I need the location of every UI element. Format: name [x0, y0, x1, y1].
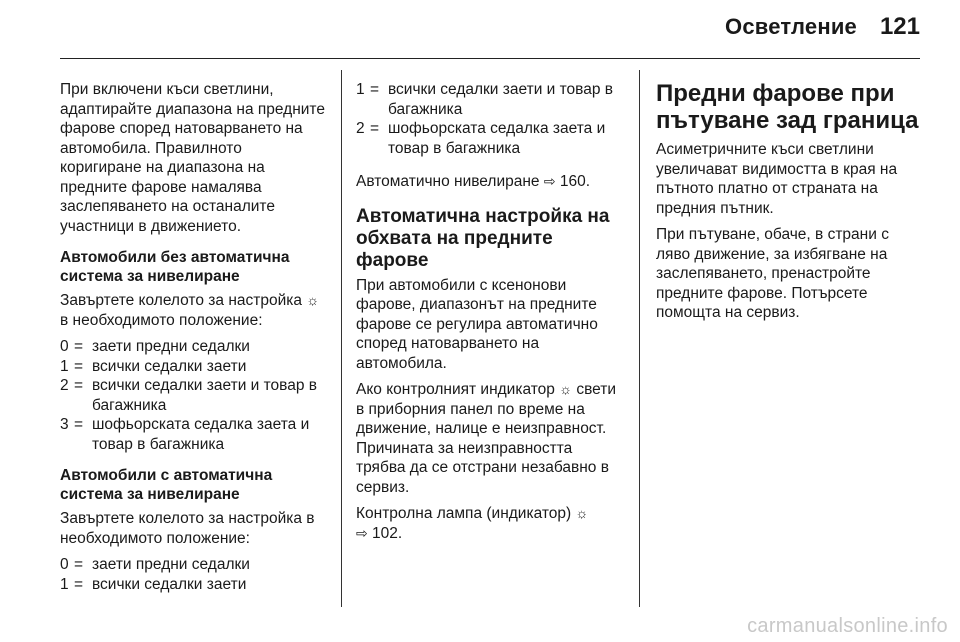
list-item [60, 555, 326, 575]
indicator-text-before: Ако контролният индикатор [356, 381, 555, 398]
list-item-separator: = [370, 120, 380, 137]
auto-leveling-reference [356, 172, 624, 192]
list-item-separator: = [74, 416, 84, 433]
xenon-paragraph: При автомобили с ксенонови фарове, диапазонът на предните фарове се регулира автоматично според натоварването на автомобила. [356, 276, 598, 372]
column-divider-2 [639, 70, 640, 607]
list-item [356, 119, 624, 158]
page-ref-arrow-icon[interactable]: ⇨ [543, 173, 556, 189]
list-item-number: 2 [60, 377, 69, 394]
list-item-number: 2 [356, 120, 365, 137]
list-item [60, 337, 326, 357]
list-item [60, 415, 326, 454]
list-item-number: 1 [60, 575, 69, 593]
reference-text: Автоматично нивелиране [356, 173, 540, 190]
list-item-text: шофьорската седалка заета и товар в багажника [388, 120, 606, 157]
list-item [60, 357, 326, 377]
list-item-separator: = [74, 357, 84, 375]
manual-positions-list [60, 337, 326, 454]
list-item-text: всички седалки заети [92, 357, 247, 375]
manual-leveling-instruction [60, 291, 326, 330]
abroad-heading: Предни фарове при пътуване зад граница [656, 80, 919, 134]
headlight-indicator-icon: ☼ [575, 505, 589, 521]
column-3 [656, 80, 920, 330]
list-item-number: 0 [60, 338, 69, 355]
reference-page[interactable]: 160. [559, 173, 591, 190]
list-item-text: всички седалки заети и товар в багажника [388, 81, 614, 118]
list-item-text: заети предни седалки [92, 338, 250, 355]
reference-text: Контролна лампа (индикатор) [356, 505, 572, 522]
page-ref-arrow-icon[interactable]: ⇨ [356, 524, 368, 541]
column-1 [60, 80, 326, 606]
headlight-range-icon: ☼ [306, 292, 320, 308]
reference-page[interactable]: 102. [372, 524, 403, 542]
manual-text-before: Завъртете колелото за настройка [60, 292, 302, 309]
indicator-text-after: свети в приборния панел по време на движение, налице е неизправност. Причината за неизправността трябва да се отстрани незабавно в сервиз. [356, 381, 617, 496]
indicator-paragraph [356, 380, 624, 497]
list-item-text: заети предни седалки [92, 556, 250, 573]
column-2 [356, 80, 624, 550]
column-divider-1 [341, 70, 342, 607]
list-item-number: 0 [60, 556, 69, 573]
list-item-number: 1 [60, 357, 69, 375]
auto-positions-list [60, 555, 326, 594]
list-item-number: 1 [356, 81, 365, 98]
intro-paragraph: При включени къси светлини, адаптирайте диапазона на предните фарове според натоварването на автомобила. Правилното коригиране на диапазона на предните фарове намалява заслепяването на останалите участници в движението. [60, 81, 325, 235]
list-item-text: шофьорската седалка заета и товар в багажника [92, 416, 310, 453]
list-item-separator: = [74, 338, 84, 355]
headlight-indicator-icon: ☼ [559, 381, 573, 397]
page-title: Осветление [725, 14, 857, 39]
list-item-number: 3 [60, 416, 69, 433]
page-header [0, 0, 960, 60]
header-divider [60, 58, 920, 59]
list-item-separator: = [74, 575, 84, 593]
list-item [60, 575, 326, 595]
list-item-separator: = [74, 556, 84, 573]
list-item-text: всички седалки заети и товар в багажника [92, 377, 318, 414]
manual-leveling-heading: Автомобили без автоматична система за нивелиране [60, 249, 290, 285]
page-number: 121 [879, 13, 920, 40]
list-item-separator: = [370, 81, 380, 98]
auto-range-heading: Автоматична настройка на обхвата на предните фарове [356, 205, 610, 271]
continued-positions-list [356, 80, 624, 158]
auto-leveling-heading: Автомобили с автоматична система за нивелиране [60, 467, 273, 503]
auto-leveling-instruction: Завъртете колелото за настройка в необходимото положение: [60, 510, 315, 547]
indicator-reference [356, 504, 624, 543]
list-item [60, 376, 326, 415]
watermark: carmanualsonline.info [747, 615, 948, 637]
list-item [356, 80, 624, 119]
list-item-separator: = [74, 377, 84, 394]
list-item-text: всички седалки заети [92, 575, 247, 593]
left-traffic-paragraph: При пътуване, обаче, в страни с ляво движение, за избягване на заслепяването, пренастройте предните фарове. Потърсете помощта на сервиз. [656, 226, 889, 321]
asymmetric-paragraph: Асиметричните къси светлини увеличават видимостта в края на пътното платно от страната на предния пътник. [656, 141, 898, 217]
manual-text-after: в необходимото положение: [60, 311, 263, 329]
